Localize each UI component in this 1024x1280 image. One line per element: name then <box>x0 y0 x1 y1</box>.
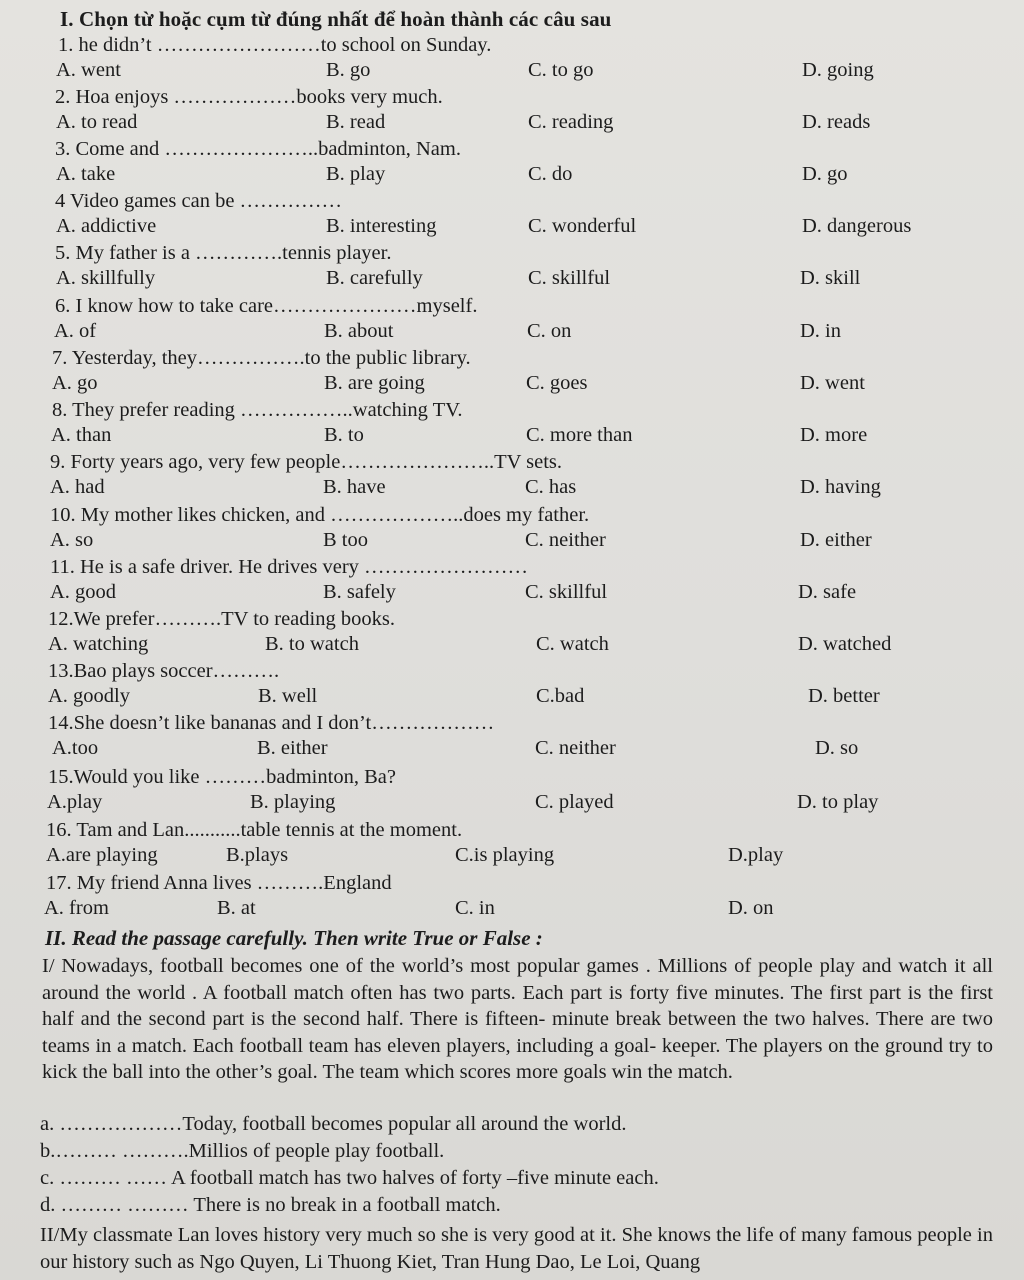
question-3-option-a: A. take <box>56 163 116 185</box>
question-5-option-d: D. skill <box>800 267 861 289</box>
question-17-text: 17. My friend Anna lives ……….England <box>46 872 392 894</box>
question-6-option-b: B. about <box>324 320 394 342</box>
question-1-option-c: C. to go <box>528 59 594 81</box>
question-5-text: 5. My father is a ………….tennis player. <box>55 242 392 264</box>
question-13-option-d: D. better <box>808 685 880 707</box>
question-4-text: 4 Video games can be …………… <box>55 190 343 212</box>
question-16-option-a: A.are playing <box>46 844 158 866</box>
question-3-option-b: B. play <box>326 163 386 185</box>
question-7-option-d: D. went <box>800 372 865 394</box>
question-7-text: 7. Yesterday, they…………….to the public library. <box>52 347 471 369</box>
question-15-option-d: D. to play <box>797 791 879 813</box>
question-8-option-d: D. more <box>800 424 868 446</box>
question-12-option-c: C. watch <box>536 633 609 655</box>
question-16-option-b: B.plays <box>226 844 289 866</box>
question-13-option-b: B. well <box>258 685 318 707</box>
question-2-option-c: C. reading <box>528 111 614 133</box>
question-13-option-c: C.bad <box>536 685 585 707</box>
question-7-option-a: A. go <box>52 372 98 394</box>
question-4-option-c: C. wonderful <box>528 215 637 237</box>
question-11-option-d: D. safe <box>798 581 857 603</box>
question-2-text: 2. Hoa enjoys ………………books very much. <box>55 86 443 108</box>
question-9-option-d: D. having <box>800 476 881 498</box>
question-12-option-a: A. watching <box>48 633 149 655</box>
question-9-option-a: A. had <box>50 476 105 498</box>
statement-b: b.……… ……….Millios of people play football. <box>40 1140 445 1162</box>
question-2-option-d: D. reads <box>802 111 871 133</box>
question-1-text: 1. he didn’t ……………………to school on Sunday. <box>58 34 492 56</box>
question-1-option-d: D. going <box>802 59 874 81</box>
question-5-option-a: A. skillfully <box>56 267 156 289</box>
question-17-option-b: B. at <box>217 897 256 919</box>
question-10-text: 10. My mother likes chicken, and ………………..does my father. <box>50 504 590 526</box>
question-10-option-c: C. neither <box>525 529 606 551</box>
question-13-option-a: A. goodly <box>48 685 130 707</box>
question-2-option-a: A. to read <box>56 111 138 133</box>
question-14-option-b: B. either <box>257 737 328 759</box>
question-5-option-b: B. carefully <box>326 267 423 289</box>
question-9-text: 9. Forty years ago, very few people…………………..TV sets. <box>50 451 563 473</box>
question-3-option-c: C. do <box>528 163 573 185</box>
statement-c: c. ……… …… A football match has two halves of forty –five minute each. <box>40 1167 659 1189</box>
question-15-option-a: A.play <box>47 791 103 813</box>
question-17-option-a: A. from <box>44 897 109 919</box>
question-5-option-c: C. skillful <box>528 267 611 289</box>
question-11-option-c: C. skillful <box>525 581 608 603</box>
question-12-text: 12.We prefer……….TV to reading books. <box>48 608 395 630</box>
question-8-option-b: B. to <box>324 424 364 446</box>
question-16-option-c: C.is playing <box>455 844 555 866</box>
question-4-option-a: A. addictive <box>56 215 157 237</box>
question-17-option-d: D. on <box>728 897 774 919</box>
question-4-option-b: B. interesting <box>326 215 437 237</box>
question-10-option-a: A. so <box>50 529 94 551</box>
question-6-option-a: A. of <box>54 320 97 342</box>
question-6-option-d: D. in <box>800 320 841 342</box>
question-11-text: 11. He is a safe driver. He drives very …………………… <box>50 556 529 578</box>
question-14-option-d: D. so <box>815 737 859 759</box>
question-15-text: 15.Would you like ………badminton, Ba? <box>48 766 396 788</box>
question-3-option-d: D. go <box>802 163 848 185</box>
question-16-option-d: D.play <box>728 844 784 866</box>
question-10-option-b: B too <box>323 529 368 551</box>
question-1-option-a: A. went <box>56 59 121 81</box>
question-11-option-a: A. good <box>50 581 117 603</box>
statement-a: a. ………………Today, football becomes popular all around the world. <box>40 1113 627 1135</box>
question-15-option-c: C. played <box>535 791 614 813</box>
question-6-text: 6. I know how to take care…………………myself. <box>55 295 478 317</box>
question-16-text: 16. Tam and Lan...........table tennis at the moment. <box>46 819 463 841</box>
question-13-text: 13.Bao plays soccer………. <box>48 660 280 682</box>
question-2-option-b: B. read <box>326 111 386 133</box>
question-8-text: 8. They prefer reading ……………..watching TV. <box>52 399 463 421</box>
question-8-option-c: C. more than <box>526 424 633 446</box>
question-12-option-d: D. watched <box>798 633 892 655</box>
question-9-option-b: B. have <box>323 476 386 498</box>
statement-d: d. ……… ……… There is no break in a football match. <box>40 1194 501 1216</box>
question-6-option-c: C. on <box>527 320 572 342</box>
passage-1: I/ Nowadays, football becomes one of the world’s most popular games . Millions of people play and watch it all around the world . A football match often has two parts. Each part is forty five minutes. The first part is the first half and the second part is the second half. There is fifteen- minute break between the two halves. There are two teams in a match. Each football team has eleven players, including a goal- keeper. The players on the ground try to kick the ball into the other’s goal. The team which scores more goals win the match. <box>42 955 993 1084</box>
question-3-text: 3. Come and …………………..badminton, Nam. <box>55 138 461 160</box>
question-10-option-d: D. either <box>800 529 872 551</box>
question-14-option-a: A.too <box>52 737 99 759</box>
question-1-option-b: B. go <box>326 59 371 81</box>
question-7-option-c: C. goes <box>526 372 588 394</box>
question-4-option-d: D. dangerous <box>802 215 912 237</box>
question-9-option-c: C. has <box>525 476 577 498</box>
question-8-option-a: A. than <box>51 424 112 446</box>
passage-2: II/My classmate Lan loves history very much so she is very good at it. She knows the life of many famous people in our history such as Ngo Quyen, Li Thuong Kiet, Tran Hung Dao, Le Loi, Quang <box>40 1224 993 1273</box>
question-14-option-c: C. neither <box>535 737 616 759</box>
section1-title: I. Chọn từ hoặc cụm từ đúng nhất để hoàn thành các câu sau <box>60 7 612 31</box>
question-7-option-b: B. are going <box>324 372 425 394</box>
question-17-option-c: C. in <box>455 897 495 919</box>
question-15-option-b: B. playing <box>250 791 336 813</box>
question-12-option-b: B. to watch <box>265 633 359 655</box>
question-11-option-b: B. safely <box>323 581 396 603</box>
question-14-text: 14.She doesn’t like bananas and I don’t……………… <box>48 712 495 734</box>
section2-title: II. Read the passage carefully. Then write True or False : <box>45 926 543 950</box>
